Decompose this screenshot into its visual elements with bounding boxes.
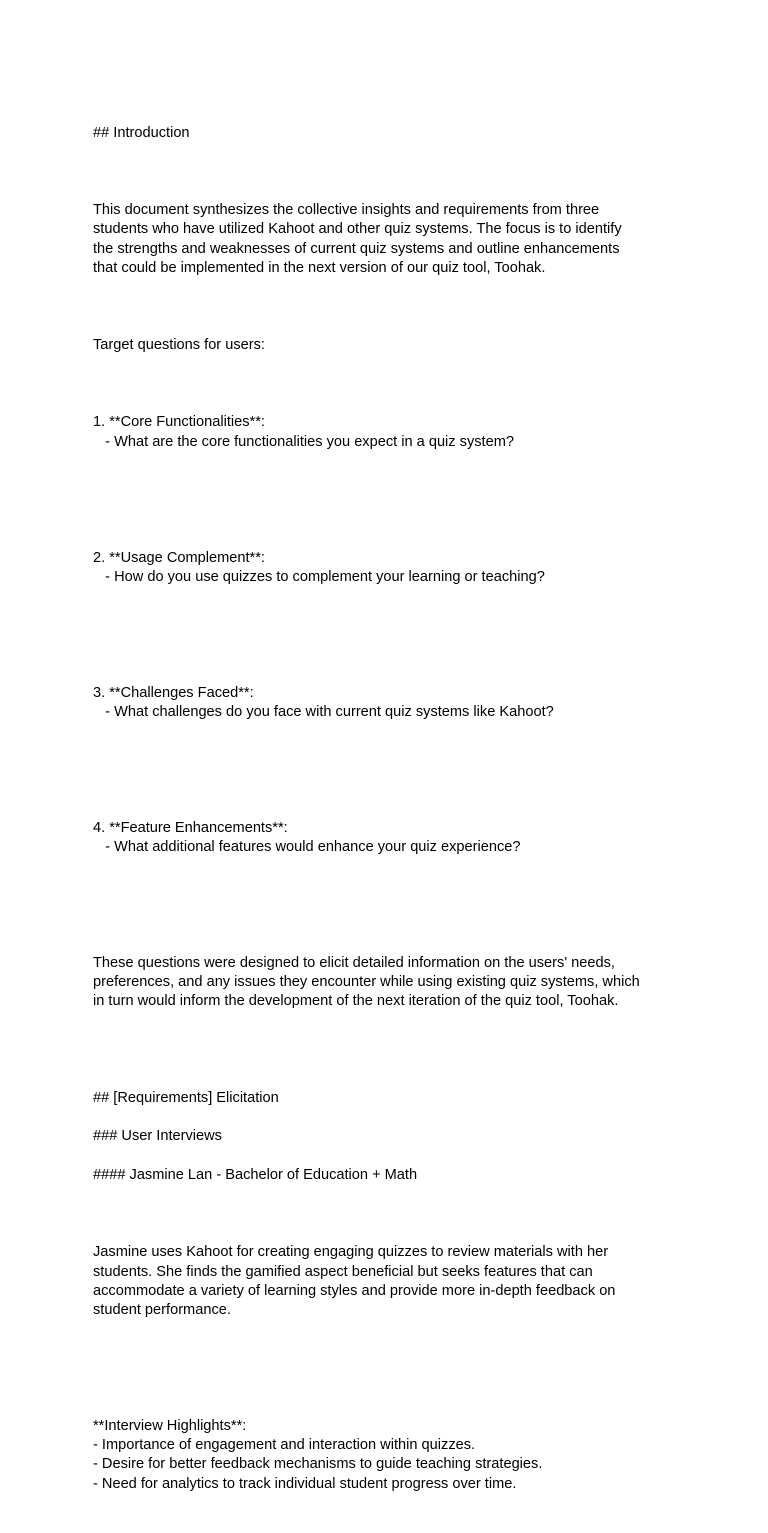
summary-paragraph: [93, 915, 693, 1050]
user-interviews-heading: ### User Interviews: [93, 1128, 222, 1145]
interviewee-line: students. She finds the gamified aspect beneficial but seeks features that can: [93, 1263, 593, 1280]
highlight-item: - Desire for better feedback mechanisms to guide teaching strategies.: [93, 1456, 543, 1473]
target-questions-intro: Target questions for users:: [93, 337, 265, 354]
spacer: [93, 143, 693, 162]
spacer: [93, 1359, 693, 1378]
highlights-block: [93, 1378, 693, 1532]
question-title: 4. **Feature Enhancements**:: [93, 819, 288, 836]
question-item: [93, 780, 693, 896]
highlight-item: - Need for analytics to track individual student progress over time.: [93, 1475, 517, 1492]
highlights-heading: **Interview Highlights**:: [93, 1417, 247, 1434]
spacer: [93, 1147, 693, 1166]
question-item: [93, 375, 693, 491]
intro-line: that could be implemented in the next version of our quiz tool, Toohak.: [93, 260, 546, 277]
intro-line: This document synthesizes the collective insights and requirements from three: [93, 202, 600, 219]
interviewee-line: accommodate a variety of learning styles and provide more in-depth feedback on: [93, 1282, 616, 1299]
intro-line: students who have utilized Kahoot and other quiz systems. The focus is to identify: [93, 221, 622, 238]
question-detail: - What additional features would enhance your quiz experience?: [93, 838, 521, 855]
spacer: [93, 761, 693, 780]
intro-heading: ## Introduction: [93, 125, 190, 141]
question-item: [93, 645, 693, 761]
summary-line: preferences, and any issues they encounter while using existing quiz systems, which: [93, 974, 640, 991]
question-title: 2. **Usage Complement**:: [93, 549, 265, 566]
highlight-item: - Importance of engagement and interaction within quizzes.: [93, 1437, 476, 1454]
spacer: [93, 626, 693, 645]
intro-paragraph: [93, 163, 693, 317]
spacer: [93, 491, 693, 510]
spacer: [93, 1050, 693, 1089]
question-detail: - What challenges do you face with current quiz systems like Kahoot?: [93, 703, 554, 720]
spacer: [93, 356, 693, 375]
requirements-heading: ## [Requirements] Elicitation: [93, 1089, 279, 1106]
spacer: [93, 317, 693, 336]
spacer: [93, 1108, 693, 1127]
interviewee-paragraph: [93, 1205, 693, 1359]
question-title: 3. **Challenges Faced**:: [93, 684, 254, 701]
summary-line: in turn would inform the development of the next iteration of the quiz tool, Toohak.: [93, 993, 619, 1010]
question-detail: - What are the core functionalities you expect in a quiz system?: [93, 433, 514, 450]
interviewee-heading: #### Jasmine Lan - Bachelor of Education + Math: [93, 1167, 418, 1184]
spacer: [93, 1185, 693, 1204]
question-title: 1. **Core Functionalities**:: [93, 414, 265, 431]
intro-line: the strengths and weaknesses of current quiz systems and outline enhancements: [93, 240, 620, 257]
question-detail: - How do you use quizzes to complement your learning or teaching?: [93, 568, 545, 585]
document-body: [93, 124, 693, 1533]
spacer: [93, 896, 693, 915]
question-item: [93, 510, 693, 626]
summary-line: These questions were designed to elicit detailed information on the users' needs,: [93, 954, 615, 971]
interviewee-line: Jasmine uses Kahoot for creating engaging quizzes to review materials with her: [93, 1244, 609, 1261]
interviewee-line: student performance.: [93, 1302, 231, 1319]
